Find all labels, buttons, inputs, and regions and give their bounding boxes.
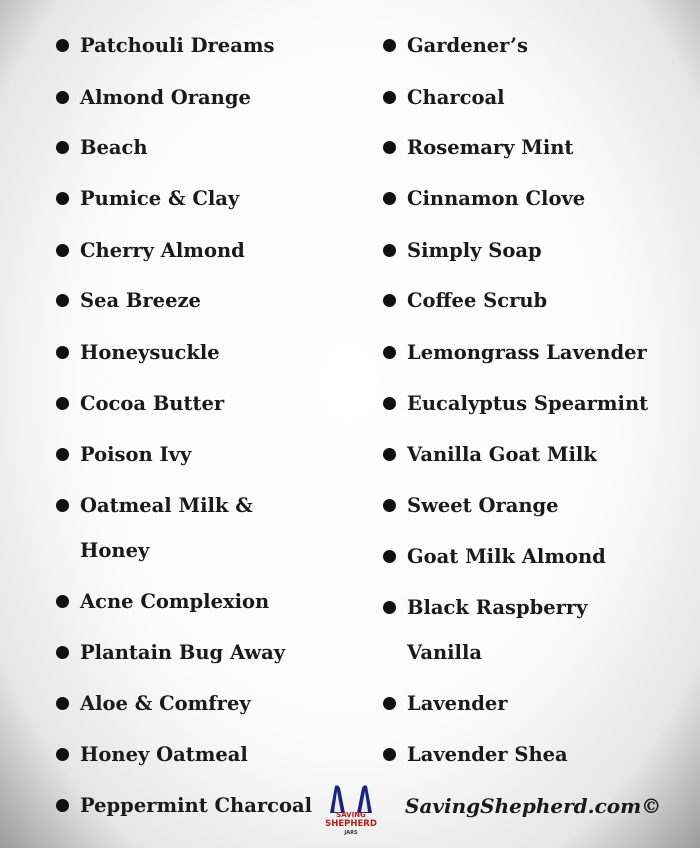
scent-label: Aloe & Comfrey (80, 692, 251, 715)
scent-label: Cocoa Butter (80, 392, 225, 415)
bullet-icon (56, 397, 69, 410)
scent-label: Coffee Scrub (407, 289, 548, 312)
scent-label: Patchouli Dreams (80, 34, 275, 57)
scent-label: Black Raspberry (407, 596, 588, 619)
bullet-icon (383, 397, 396, 410)
scent-label: Lemongrass Lavender (407, 341, 647, 364)
scent-label-continuation: Vanilla (407, 641, 483, 664)
bullet-icon (383, 448, 396, 461)
scent-label: Honeysuckle (80, 341, 220, 364)
website-credit: SavingShepherd.com© (405, 794, 662, 818)
scent-label: Poison Ivy (80, 443, 192, 466)
bullet-icon (383, 244, 396, 257)
bullet-icon (56, 697, 69, 710)
saving-shepherd-logo (322, 782, 380, 844)
bullet-icon (56, 39, 69, 52)
bullet-icon (56, 448, 69, 461)
scent-label: Lavender (407, 692, 508, 715)
scent-label: Gardener’s (407, 34, 528, 57)
bullet-icon (383, 346, 396, 359)
scent-label: Plantain Bug Away (80, 641, 286, 664)
logo-text-shepherd: SHEPHERD (325, 819, 377, 829)
bullet-icon (56, 294, 69, 307)
shepherd-ears-icon (322, 782, 380, 814)
bullet-icon (383, 294, 396, 307)
scent-label: Beach (80, 136, 148, 159)
bullet-icon (56, 141, 69, 154)
bullet-icon (56, 91, 69, 104)
bullet-icon (383, 91, 396, 104)
scent-label: Cinnamon Clove (407, 187, 586, 210)
scent-label: Peppermint Charcoal (80, 794, 313, 817)
scent-label: Sweet Orange (407, 494, 559, 517)
scent-label: Rosemary Mint (407, 136, 574, 159)
bullet-icon (56, 244, 69, 257)
scent-label: Pumice & Clay (80, 187, 240, 210)
bullet-icon (383, 697, 396, 710)
bullet-icon (56, 346, 69, 359)
bullet-icon (383, 141, 396, 154)
bullet-icon (56, 646, 69, 659)
bullet-icon (383, 601, 396, 614)
bullet-icon (56, 595, 69, 608)
scent-label: Cherry Almond (80, 239, 245, 262)
bullet-icon (383, 39, 396, 52)
scent-label: Goat Milk Almond (407, 545, 606, 568)
bullet-icon (383, 748, 396, 761)
scent-label: Simply Soap (407, 239, 542, 262)
scent-label-continuation: Honey (80, 539, 150, 562)
scent-label: Sea Breeze (80, 289, 201, 312)
scent-label: Honey Oatmeal (80, 743, 248, 766)
bullet-icon (383, 550, 396, 563)
bullet-icon (56, 499, 69, 512)
logo-text-saving: SAVING (336, 811, 366, 819)
scent-label: Acne Complexion (80, 590, 270, 613)
bullet-icon (56, 799, 69, 812)
scent-label: Vanilla Goat Milk (407, 443, 597, 466)
bullet-icon (56, 192, 69, 205)
scent-label: Oatmeal Milk & (80, 494, 253, 517)
scent-label: Charcoal (407, 86, 505, 109)
scent-label: Lavender Shea (407, 743, 568, 766)
logo-text-jars: JARS (344, 830, 358, 836)
bullet-icon (383, 499, 396, 512)
scent-label: Eucalyptus Spearmint (407, 392, 649, 415)
bullet-icon (383, 192, 396, 205)
scent-label: Almond Orange (80, 86, 251, 109)
bullet-icon (56, 748, 69, 761)
